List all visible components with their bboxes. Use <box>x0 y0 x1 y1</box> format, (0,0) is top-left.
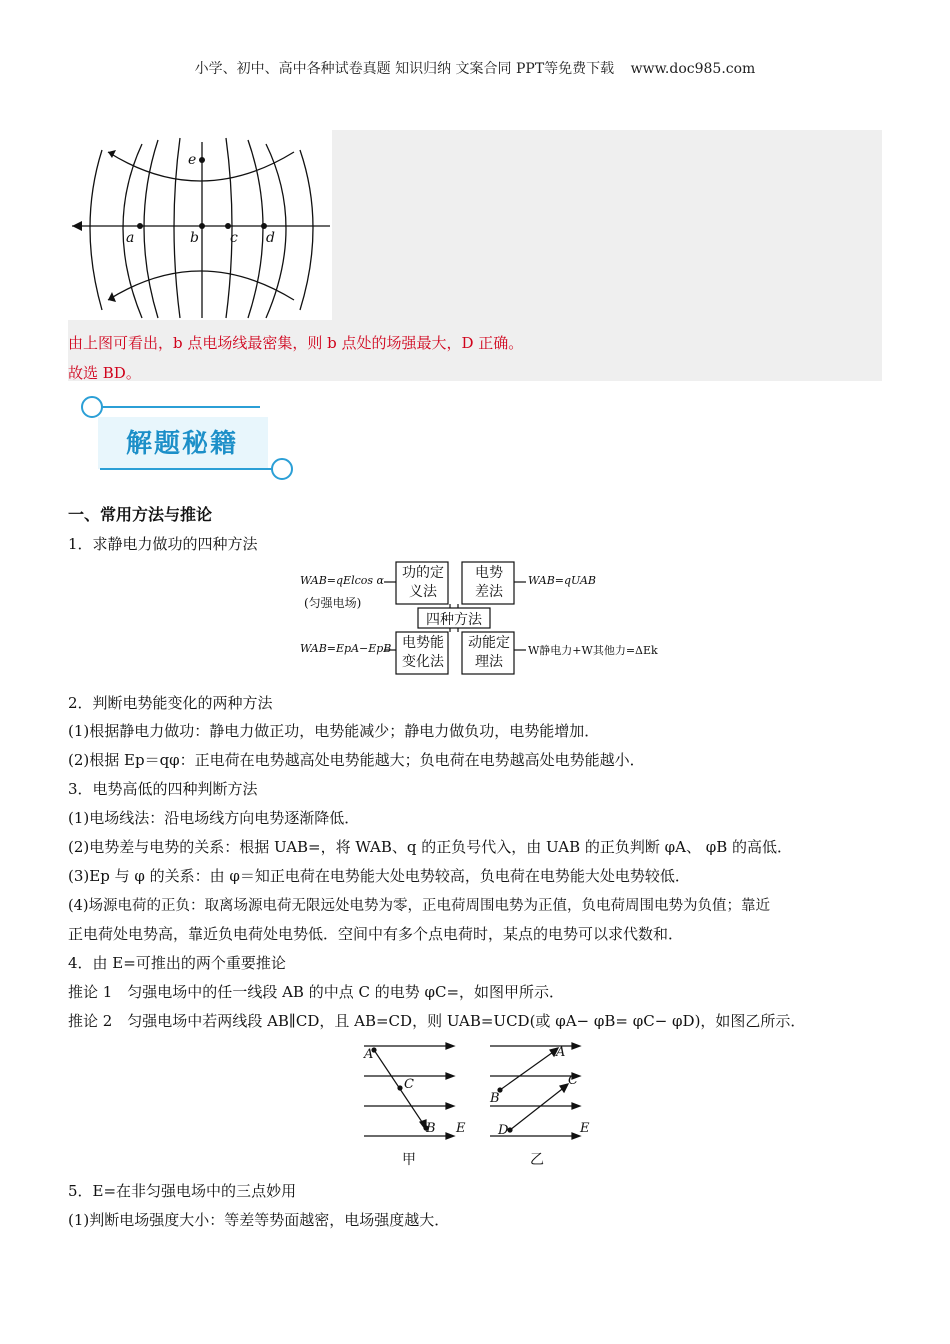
box-energy-change-l1: 电势能 <box>402 635 444 651</box>
box-energy-change-l2: 变化法 <box>402 654 444 670</box>
yi-label-E: E <box>580 1121 590 1136</box>
label-b: b <box>190 230 199 246</box>
item-3-2: (2)电势差与电势的关系：根据 UAB=，将 WAB、q 的正负号代入，由 UAB 的正负判断 φA、 φB 的高低． <box>68 838 793 856</box>
header-url: www.doc985.com <box>630 61 756 77</box>
jia-label-E: E <box>456 1121 466 1136</box>
formula-definition: WAB=qElcos α <box>300 574 384 587</box>
label-a: a <box>126 230 135 246</box>
box-potential-diff-l2: 差法 <box>475 584 503 600</box>
item-2-1: (1)根据静电力做功：静电力做正功，电势能减少；静电力做负功，电势能增加． <box>68 722 600 740</box>
yi-label-A: A <box>556 1045 566 1060</box>
jia-label-B: B <box>426 1121 436 1136</box>
item-2-2: (2)根据 Ep＝qφ：正电荷在电势越高处电势能越大；负电荷在电势越高处电势能越小． <box>68 751 645 769</box>
page-header <box>0 58 950 78</box>
item-4: 4．由 E=可推出的两个重要推论 <box>68 954 286 972</box>
field-line-figure <box>68 130 332 320</box>
banner-title: 解题秘籍 <box>126 429 239 459</box>
four-methods-diagram <box>300 560 660 676</box>
answer-line-1: 由上图可看出，b 点电场线最密集，则 b 点处的场强最大，D 正确。 <box>68 334 524 352</box>
caption-yi: 乙 <box>530 1152 544 1168</box>
label-e: e <box>188 152 197 168</box>
item-2: 2．判断电势能变化的两种方法 <box>68 694 273 712</box>
header-left-text: 小学、初中、高中各种试卷真题 知识归纳 文案合同 PPT等免费下载 <box>194 61 615 77</box>
answer-line-2: 故选 BD。 <box>68 364 141 382</box>
formula-energy-change: WAB=EpA−EpB <box>300 642 392 655</box>
formula-potential-diff: WAB=qUAB <box>528 574 597 587</box>
box-kinetic-theorem-l2: 理法 <box>475 654 503 670</box>
item-1: 1．求静电力做功的四种方法 <box>68 535 258 553</box>
item-5: 5．E=在非匀强电场中的三点妙用 <box>68 1182 297 1200</box>
item-3-4a: (4)场源电荷的正负：取离场源电荷无限远处电势为零，正电荷周围电势为正值，负电荷周围电势为负值；靠近 <box>68 898 771 914</box>
figure-jia-yi <box>360 1040 600 1170</box>
item-3-1: (1)电场线法：沿电场线方向电势逐渐降低． <box>68 809 360 827</box>
section-title: 一、常用方法与推论 <box>68 505 213 524</box>
section-banner <box>80 395 310 490</box>
box-kinetic-theorem-l1: 动能定 <box>468 635 510 651</box>
item-4-1: 推论 1 匀强电场中的任一线段 AB 的中点 C 的电势 φC=，如图甲所示． <box>68 983 565 1001</box>
item-5-1: (1)判断电场强度大小：等差等势面越密，电场强度越大． <box>68 1211 450 1229</box>
yi-label-C: C <box>568 1073 578 1088</box>
yi-label-D: D <box>498 1123 509 1138</box>
item-3-4b: 正电荷处电势高，靠近负电荷处电势低．空间中有多个点电荷时，某点的电势可以求代数和． <box>68 925 684 943</box>
formula-definition-note: (匀强电场) <box>304 596 362 610</box>
item-3: 3．电势高低的四种判断方法 <box>68 780 258 798</box>
yi-label-B: B <box>490 1091 500 1106</box>
box-definition-l1: 功的定 <box>402 565 444 581</box>
jia-label-A: A <box>364 1047 374 1062</box>
label-d: d <box>266 230 275 246</box>
jia-label-C: C <box>404 1077 414 1092</box>
formula-kinetic-theorem: W静电力+W其他力=ΔEk <box>528 644 658 657</box>
item-3-3: (3)Ep 与 φ 的关系：由 φ＝知正电荷在电势能大处电势较高，负电荷在电势能大处电势较低． <box>68 867 690 885</box>
box-definition-l2: 义法 <box>409 584 437 600</box>
box-potential-diff-l1: 电势 <box>475 565 503 581</box>
item-4-2: 推论 2 匀强电场中若两线段 AB∥CD，且 AB=CD，则 UAB=UCD(或 φA− φB= φC− φD)，如图乙所示． <box>68 1012 806 1030</box>
label-c: c <box>230 230 238 246</box>
caption-jia: 甲 <box>402 1152 416 1168</box>
box-four-methods: 四种方法 <box>426 612 482 628</box>
